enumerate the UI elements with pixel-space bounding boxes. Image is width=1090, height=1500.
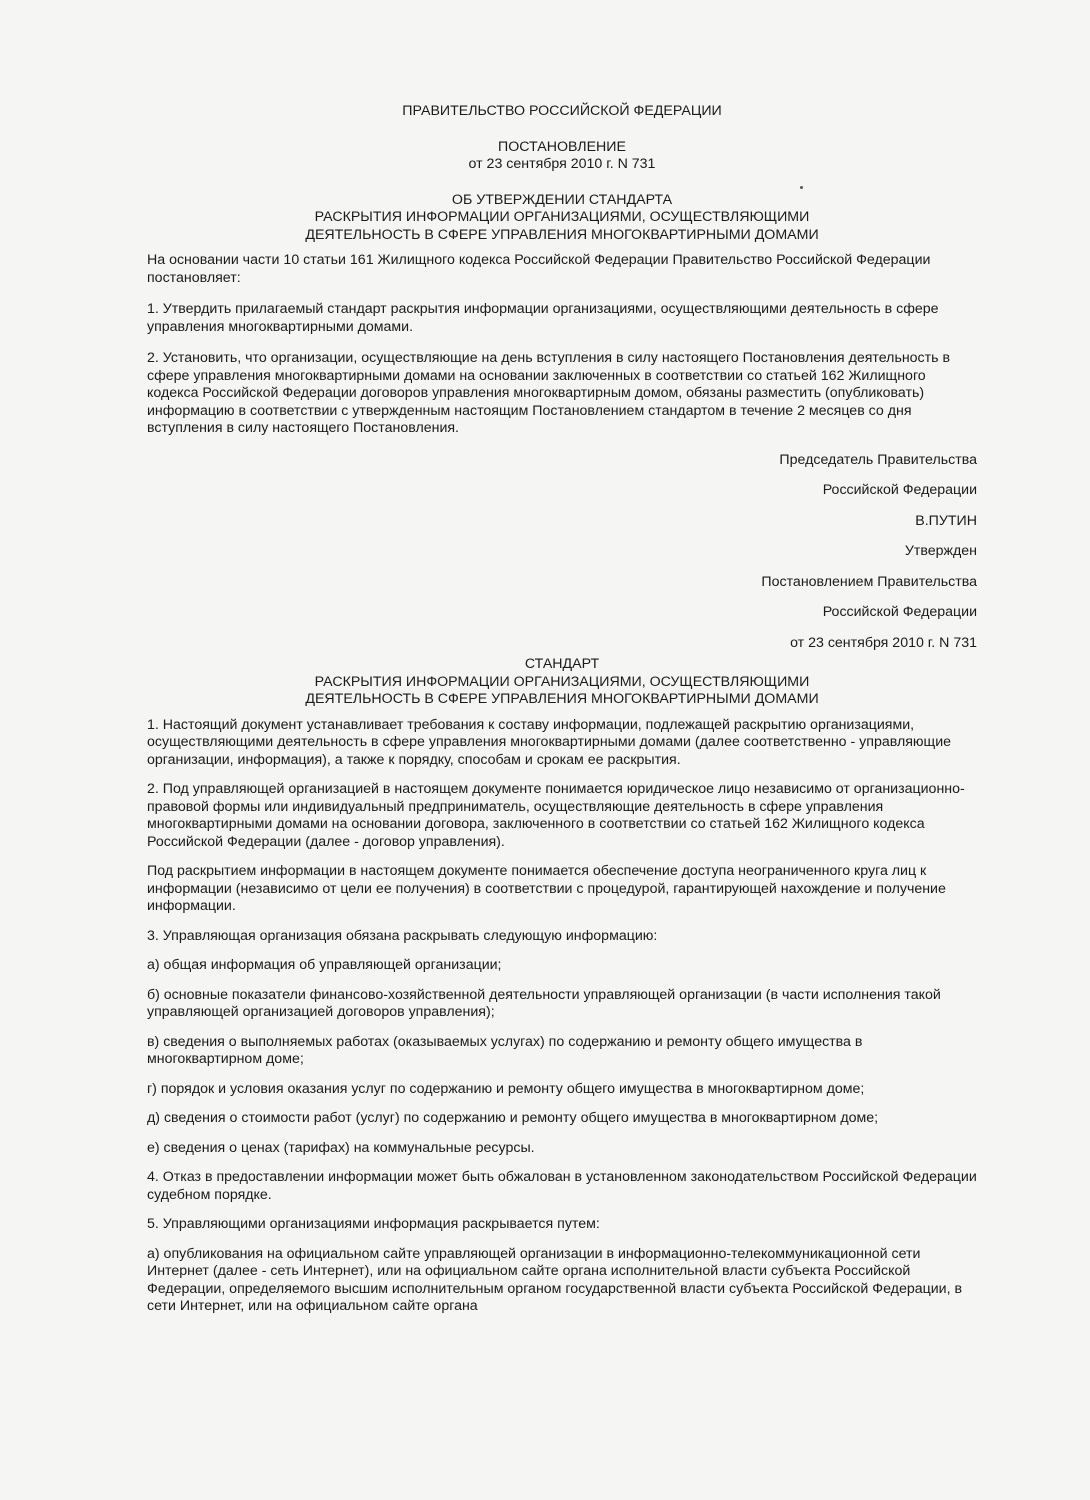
document-content <box>147 103 977 1316</box>
intro-paragraph: На основании части 10 статьи 161 Жилищного кодекса Российской Федерации Правительство Российской Федерации постановляет: <box>147 252 931 286</box>
standard-list-item: в) сведения о выполняемых работах (оказываемых услугах) по содержанию и ремонту общего имущества в многоквартирном доме; <box>147 1033 863 1067</box>
decree-title-line: ДЕЯТЕЛЬНОСТЬ В СФЕРЕ УПРАВЛЕНИЯ МНОГОКВАРТИРНЫМИ ДОМАМИ <box>305 226 819 243</box>
standard-paragraph: 3. Управляющая организация обязана раскрывать следующую информацию: <box>147 927 658 944</box>
signature-name: В.ПУТИН <box>915 512 977 529</box>
decree-label: ПОСТАНОВЛЕНИЕ <box>498 138 626 155</box>
standard-paragraph: 4. Отказ в предоставлении информации может быть обжалован в установленном законодательством Российской Федерации судебном порядке. <box>147 1169 977 1203</box>
standard-list-item: г) порядок и условия оказания услуг по содержанию и ремонту общего имущества в многоквартирном доме; <box>147 1080 865 1097</box>
standard-title-line: РАСКРЫТИЯ ИНФОРМАЦИИ ОРГАНИЗАЦИЯМИ, ОСУЩЕСТВЛЯЮЩИМИ <box>314 673 810 690</box>
standard-list-item: а) опубликования на официальном сайте управляющей организации в информационно-телекоммуникационной сети Интернет (далее - сеть Интернет), или на официальном сайте органа исполнительной власти субъекта Российской Федерации, определяемого высшим исполнительным органом государственной власти субъекта Российской Федерации, в сети Интернет, или на официальном сайте органа <box>147 1245 963 1314</box>
decree-title <box>147 192 977 245</box>
standard-title-line: ДЕЯТЕЛЬНОСТЬ В СФЕРЕ УПРАВЛЕНИЯ МНОГОКВАРТИРНЫМИ ДОМАМИ <box>305 691 819 707</box>
standard-list-item: б) основные показатели финансово-хозяйственной деятельности управляющей организации (в части исполнения такой управляющей организацией договоров управления); <box>147 986 941 1020</box>
approval-date: от 23 сентября 2010 г. N 731 <box>790 634 977 651</box>
decree-heading <box>147 139 977 174</box>
signature-org: Российской Федерации <box>822 482 977 498</box>
paragraph-2: 2. Установить, что организации, осуществляющие на день вступления в силу настоящего Постановления деятельность в сфере управления многоквартирными домами на основании заключенных в соответствии со статьей 162 Жилищного кодекса Российской Федерации договоров управления многоквартирным домом, обязаны разместить (опубликовать) информацию в соответствии с утвержденным настоящим Постановлением стандартом в течение 2 месяцев со дня вступления в силу настоящего Постановления. <box>147 350 951 436</box>
signature-title: Председатель Правительства <box>779 451 977 468</box>
standard-list-item: е) сведения о ценах (тарифах) на коммунальные ресурсы. <box>147 1139 535 1156</box>
signature-block <box>147 452 977 531</box>
standard-list-item: а) общая информация об управляющей организации; <box>147 957 502 973</box>
standard-paragraph: 5. Управляющими организациями информация раскрывается путем: <box>147 1216 600 1232</box>
decree-title-line: ОБ УТВЕРЖДЕНИИ СТАНДАРТА <box>451 191 673 208</box>
approval-by: Постановлением Правительства <box>761 573 977 590</box>
standard-title <box>147 656 977 709</box>
standard-list-item: д) сведения о стоимости работ (услуг) по содержанию и ремонту общего имущества в многоквартирном доме; <box>147 1110 879 1126</box>
approval-label: Утвержден <box>904 543 977 559</box>
decree-title-line: РАСКРЫТИЯ ИНФОРМАЦИИ ОРГАНИЗАЦИЯМИ, ОСУЩЕСТВЛЯЮЩИМИ <box>314 209 810 225</box>
standard-paragraph: Под раскрытием информации в настоящем документе понимается обеспечение доступа неограниченного круга лиц к информации (независимо от цели ее получения) в соответствии с процедурой, гарантирующей нахождение и получение информации. <box>147 863 946 914</box>
approval-block <box>147 543 977 652</box>
approval-org: Российской Федерации <box>822 604 977 620</box>
standard-paragraph: 1. Настоящий документ устанавливает требования к составу информации, подлежащей раскрытию организациями, осуществляющими деятельность в сфере управления многоквартирными домами (далее соответственно - управляющие организации, информация), а также к порядку, способам и срокам ее раскрытия. <box>147 716 952 768</box>
government-heading: ПРАВИТЕЛЬСТВО РОССИЙСКОЙ ФЕДЕРАЦИИ <box>402 103 722 119</box>
paragraph-1: 1. Утвердить прилагаемый стандарт раскрытия информации организациями, осуществляющими деятельность в сфере управления многоквартирными домами. <box>147 301 939 335</box>
standard-paragraph: 2. Под управляющей организацией в настоящем документе понимается юридическое лицо независимо от организационно-правовой формы или индивидуальный предприниматель, осуществляющие деятельность в сфере управления многоквартирными домами на основании договора, заключенного в соответствии со статьей 162 Жилищного кодекса Российской Федерации (далее - договор управления). <box>147 781 965 850</box>
standard-title-line: СТАНДАРТ <box>524 656 600 672</box>
decree-date: от 23 сентября 2010 г. N 731 <box>468 156 656 172</box>
